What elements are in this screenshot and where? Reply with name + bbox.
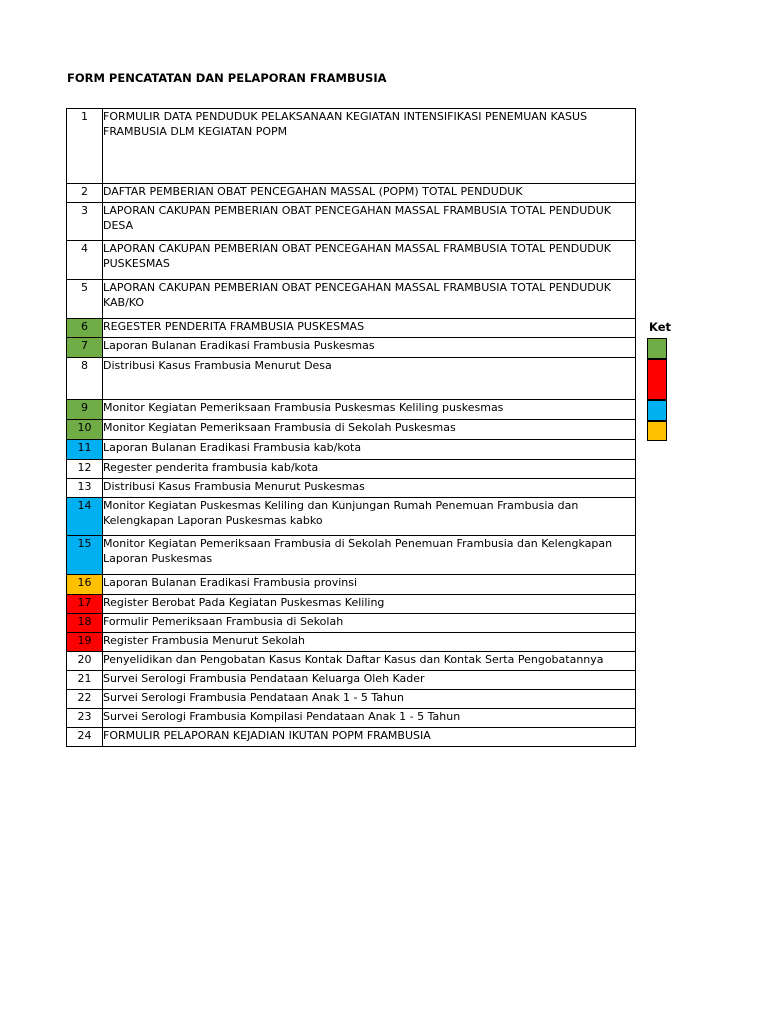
- table-row: [67, 709, 636, 728]
- row-form-title: Monitor Kegiatan Pemeriksaan Frambusia di Sekolah Penemuan Frambusia dan Kelengkapan Laporan Puskesmas: [103, 536, 636, 575]
- row-number: 18: [67, 614, 103, 633]
- row-number: 4: [67, 241, 103, 280]
- row-number: 21: [67, 671, 103, 690]
- row-number: 24: [67, 728, 103, 747]
- table-row: [67, 614, 636, 633]
- row-form-title: Penyelidikan dan Pengobatan Kasus Kontak Daftar Kasus dan Kontak Serta Pengobatannya: [103, 652, 636, 671]
- row-number: 11: [67, 440, 103, 460]
- row-number: 22: [67, 690, 103, 709]
- row-form-title: LAPORAN CAKUPAN PEMBERIAN OBAT PENCEGAHAN MASSAL FRAMBUSIA TOTAL PENDUDUK DESA: [103, 203, 636, 241]
- legend-color-box: [647, 359, 667, 400]
- row-form-title: FORMULIR PELAPORAN KEJADIAN IKUTAN POPM FRAMBUSIA: [103, 728, 636, 747]
- row-form-title: Laporan Bulanan Eradikasi Frambusia provinsi: [103, 575, 636, 595]
- row-number: 12: [67, 460, 103, 479]
- row-form-title: Monitor Kegiatan Pemeriksaan Frambusia di Sekolah Puskesmas: [103, 420, 636, 440]
- table-row: [67, 728, 636, 747]
- table-row: [67, 536, 636, 575]
- row-form-title: Regester penderita frambusia kab/kota: [103, 460, 636, 479]
- row-form-title: Distribusi Kasus Frambusia Menurut Puskesmas: [103, 479, 636, 498]
- table-row: [67, 400, 636, 420]
- row-number: 1: [67, 109, 103, 184]
- row-form-title: Survei Serologi Frambusia Pendataan Keluarga Oleh Kader: [103, 671, 636, 690]
- row-number: 8: [67, 358, 103, 400]
- table-row: [67, 652, 636, 671]
- row-form-title: REGESTER PENDERITA FRAMBUSIA PUSKESMAS: [103, 319, 636, 338]
- table-row: [67, 498, 636, 536]
- legend-color-box: [647, 421, 667, 441]
- row-form-title: Monitor Kegiatan Puskesmas Keliling dan Kunjungan Rumah Penemuan Frambusia dan Kelengkapan Laporan Puskesmas kabko: [103, 498, 636, 536]
- row-form-title: Laporan Bulanan Eradikasi Frambusia Puskesmas: [103, 338, 636, 358]
- row-form-title: Monitor Kegiatan Pemeriksaan Frambusia Puskesmas Keliling puskesmas: [103, 400, 636, 420]
- row-number: 19: [67, 633, 103, 652]
- row-form-title: Survei Serologi Frambusia Pendataan Anak 1 - 5 Tahun: [103, 690, 636, 709]
- row-number: 13: [67, 479, 103, 498]
- table-row: [67, 280, 636, 319]
- table-row: [67, 184, 636, 203]
- row-form-title: Survei Serologi Frambusia Kompilasi Pendataan Anak 1 - 5 Tahun: [103, 709, 636, 728]
- row-form-title: Distribusi Kasus Frambusia Menurut Desa: [103, 358, 636, 400]
- legend-color-box: [647, 338, 667, 359]
- row-number: 20: [67, 652, 103, 671]
- form-title: FORM PENCATATAN DAN PELAPORAN FRAMBUSIA: [67, 71, 387, 85]
- table-row: [67, 203, 636, 241]
- row-number: 16: [67, 575, 103, 595]
- table-row: [67, 358, 636, 400]
- row-number: 3: [67, 203, 103, 241]
- row-form-title: FORMULIR DATA PENDUDUK PELAKSANAAN KEGIATAN INTENSIFIKASI PENEMUAN KASUS FRAMBUSIA DLM KEGIATAN POPM: [103, 109, 636, 184]
- table-row: [67, 319, 636, 338]
- row-form-title: LAPORAN CAKUPAN PEMBERIAN OBAT PENCEGAHAN MASSAL FRAMBUSIA TOTAL PENDUDUK PUSKESMAS: [103, 241, 636, 280]
- row-number: 2: [67, 184, 103, 203]
- table-row: [67, 109, 636, 184]
- row-number: 14: [67, 498, 103, 536]
- row-number: 9: [67, 400, 103, 420]
- row-number: 5: [67, 280, 103, 319]
- row-number: 6: [67, 319, 103, 338]
- row-number: 17: [67, 595, 103, 614]
- row-form-title: LAPORAN CAKUPAN PEMBERIAN OBAT PENCEGAHAN MASSAL FRAMBUSIA TOTAL PENDUDUK KAB/KO: [103, 280, 636, 319]
- table-row: [67, 460, 636, 479]
- row-form-title: Formulir Pemeriksaan Frambusia di Sekolah: [103, 614, 636, 633]
- legend-color-box: [647, 400, 667, 421]
- row-form-title: Register Berobat Pada Kegiatan Puskesmas Keliling: [103, 595, 636, 614]
- row-number: 10: [67, 420, 103, 440]
- table-row: [67, 338, 636, 358]
- table-row: [67, 690, 636, 709]
- legend-label: Ket: [649, 320, 672, 334]
- table-row: [67, 479, 636, 498]
- row-form-title: Laporan Bulanan Eradikasi Frambusia kab/kota: [103, 440, 636, 460]
- table-row: [67, 241, 636, 280]
- table-row: [67, 633, 636, 652]
- row-form-title: Register Frambusia Menurut Sekolah: [103, 633, 636, 652]
- table-row: [67, 440, 636, 460]
- table-row: [67, 420, 636, 440]
- row-form-title: DAFTAR PEMBERIAN OBAT PENCEGAHAN MASSAL (POPM) TOTAL PENDUDUK: [103, 184, 636, 203]
- row-number: 7: [67, 338, 103, 358]
- table-row: [67, 671, 636, 690]
- table-row: [67, 595, 636, 614]
- form-list-table: [66, 108, 636, 747]
- row-number: 15: [67, 536, 103, 575]
- row-number: 23: [67, 709, 103, 728]
- table-row: [67, 575, 636, 595]
